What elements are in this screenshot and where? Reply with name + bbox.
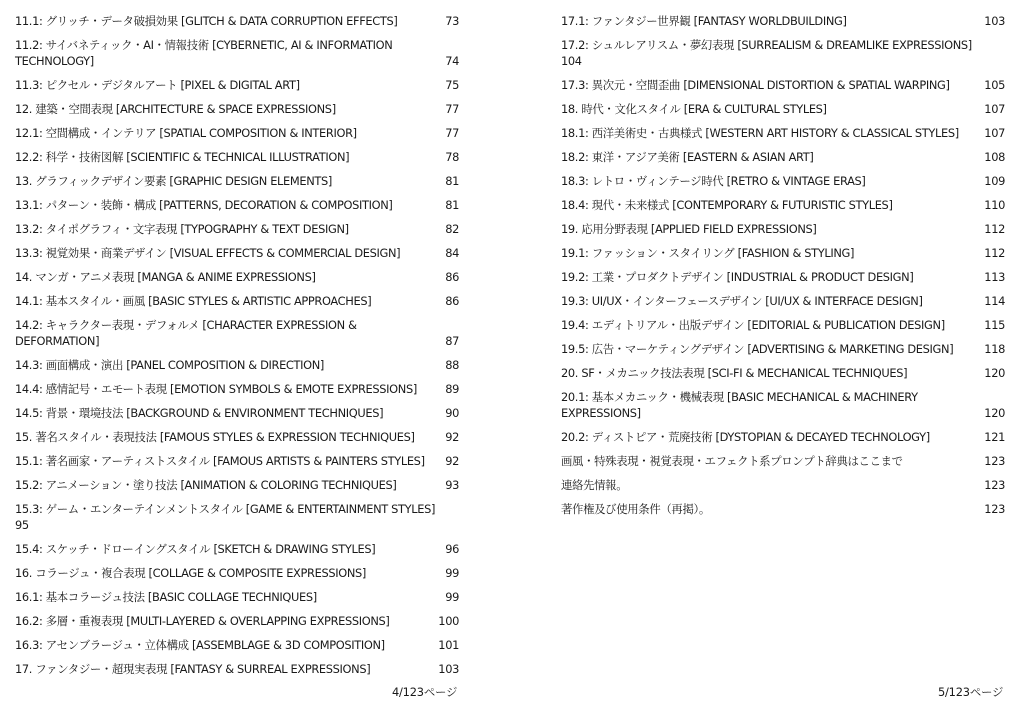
toc-entry[interactable]: [561, 73, 1005, 97]
toc-entry[interactable]: [15, 401, 459, 425]
toc-entry-title: 20. SF・メカニック技法表現 [SCI-FI & MECHANICAL TECHNIQUES]: [561, 366, 908, 380]
toc-entry-page: 113: [984, 270, 1005, 284]
toc-entry-title: 19.1: ファッション・スタイリング [FASHION & STYLING]: [561, 246, 855, 260]
toc-entry-page: 99: [445, 590, 459, 604]
toc-entry-title: 18. 時代・文化スタイル [ERA & CULTURAL STYLES]: [561, 102, 827, 116]
toc-entry[interactable]: [561, 241, 1005, 265]
toc-entry[interactable]: [15, 73, 459, 97]
toc-entry[interactable]: [561, 313, 1005, 337]
toc-entry[interactable]: [15, 633, 459, 657]
toc-entry-title: 13.2: タイポグラフィ・文字表現 [TYPOGRAPHY & TEXT DESIGN]: [15, 222, 349, 236]
toc-entry[interactable]: [561, 289, 1005, 313]
toc-entry-title: 17.2: シュルレアリスム・夢幻表現 [SURREALISM & DREAMLIKE EXPRESSIONS]: [561, 38, 972, 52]
toc-entry-title: 11.3: ピクセル・デジタルアート [PIXEL & DIGITAL ART]: [15, 78, 300, 92]
toc-entry-page: 89: [445, 382, 459, 396]
toc-entry-title: 画風・特殊表現・視覚表現・エフェクト系プロンプト辞典はここまで: [561, 454, 903, 468]
toc-entry-page: 77: [445, 126, 459, 140]
toc-entry-title: 13. グラフィックデザイン要素 [GRAPHIC DESIGN ELEMENTS]: [15, 174, 332, 188]
toc-entry-title: 17.3: 異次元・空間歪曲 [DIMENSIONAL DISTORTION & SPATIAL WARPING]: [561, 78, 950, 92]
toc-entry-page: 118: [984, 342, 1005, 356]
toc-entry-title: 18.4: 現代・未来様式 [CONTEMPORARY & FUTURISTIC STYLES]: [561, 198, 893, 212]
toc-entry-page: 82: [445, 222, 459, 236]
toc-entry[interactable]: [561, 217, 1005, 241]
toc-entry[interactable]: [15, 145, 459, 169]
toc-entry-title: 18.2: 東洋・アジア美術 [EASTERN & ASIAN ART]: [561, 150, 814, 164]
toc-entry[interactable]: [561, 425, 1005, 449]
toc-entry-title: 13.1: パターン・装飾・構成 [PATTERNS, DECORATION & COMPOSITION]: [15, 198, 393, 212]
toc-entry-page: 74: [445, 54, 459, 68]
toc-entry[interactable]: [561, 385, 1005, 425]
toc-entry-page: 88: [445, 358, 459, 372]
toc-entry-page: 78: [445, 150, 459, 164]
toc-entry-title: 12. 建築・空間表現 [ARCHITECTURE & SPACE EXPRESSIONS]: [15, 102, 336, 116]
toc-entry-page: 101: [438, 638, 459, 652]
toc-entry-page: 107: [984, 102, 1005, 116]
toc-entry-page: 95: [15, 518, 29, 532]
toc-entry-title: 16.2: 多層・重複表現 [MULTI-LAYERED & OVERLAPPING EXPRESSIONS]: [15, 614, 390, 628]
toc-entry-page: 123: [984, 454, 1005, 468]
toc-entry[interactable]: [15, 241, 459, 265]
toc-entry-page: 115: [984, 318, 1005, 332]
toc-entry-title: 12.2: 科学・技術図解 [SCIENTIFIC & TECHNICAL ILLUSTRATION]: [15, 150, 350, 164]
toc-entry-page: 92: [445, 430, 459, 444]
toc-entry-title: 16.3: アセンブラージュ・立体構成 [ASSEMBLAGE & 3D COMPOSITION]: [15, 638, 385, 652]
toc-entry-title: 14.2: キャラクター表現・デフォルメ [CHARACTER EXPRESSION & DEFORMATION]: [15, 318, 357, 348]
toc-entry[interactable]: [15, 33, 459, 73]
toc-entry[interactable]: [15, 313, 459, 353]
toc-entry-page: 73: [445, 14, 459, 28]
toc-entry[interactable]: [15, 473, 459, 497]
toc-entry-page: 81: [445, 198, 459, 212]
toc-entry-title: 連絡先情報。: [561, 478, 628, 492]
toc-entry-page: 120: [984, 406, 1005, 420]
toc-entry-page: 105: [984, 78, 1005, 92]
toc-entry-page: 87: [445, 334, 459, 348]
toc-entry-page: 75: [445, 78, 459, 92]
toc-entry[interactable]: [561, 169, 1005, 193]
toc-entry-title: 19.2: 工業・プロダクトデザイン [INDUSTRIAL & PRODUCT DESIGN]: [561, 270, 914, 284]
toc-entry-page: 109: [984, 174, 1005, 188]
toc-entry[interactable]: [15, 353, 459, 377]
toc-entry-title: 15.1: 著名画家・アーティストスタイル [FAMOUS ARTISTS & PAINTERS STYLES]: [15, 454, 425, 468]
toc-entry[interactable]: [561, 97, 1005, 121]
toc-entry-page: 121: [984, 430, 1005, 444]
page-number-right: 5/123ページ: [938, 685, 1004, 699]
toc-entry-title: 16. コラージュ・複合表現 [COLLAGE & COMPOSITE EXPRESSIONS]: [15, 566, 366, 580]
toc-entry-title: 19.4: エディトリアル・出版デザイン [EDITORIAL & PUBLICATION DESIGN]: [561, 318, 945, 332]
toc-entry[interactable]: [15, 265, 459, 289]
toc-entry[interactable]: [561, 121, 1005, 145]
toc-entry-page: 120: [984, 366, 1005, 380]
toc-entry-page: 112: [984, 246, 1005, 260]
toc-entry-title: 14.5: 背景・環境技法 [BACKGROUND & ENVIRONMENT TECHNIQUES]: [15, 406, 384, 420]
toc-entry-page: 96: [445, 542, 459, 556]
toc-entry[interactable]: [15, 217, 459, 241]
toc-entry-title: 15. 著名スタイル・表現技法 [FAMOUS STYLES & EXPRESSION TECHNIQUES]: [15, 430, 415, 444]
toc-entry-title: 18.1: 西洋美術史・古典様式 [WESTERN ART HISTORY & CLASSICAL STYLES]: [561, 126, 959, 140]
toc-entry-title: 著作権及び使用条件（再掲）。: [561, 502, 710, 516]
toc-entry-page: 84: [445, 246, 459, 260]
toc-entry[interactable]: [15, 561, 459, 585]
toc-entry-title: 11.1: グリッチ・データ破損効果 [GLITCH & DATA CORRUPTION EFFECTS]: [15, 14, 398, 28]
toc-entry-page: 93: [445, 478, 459, 492]
toc-entry-page: 103: [438, 662, 459, 676]
toc-entry-title: 19.3: UI/UX・インターフェースデザイン [UI/UX & INTERFACE DESIGN]: [561, 294, 923, 308]
toc-entry-page: 92: [445, 454, 459, 468]
toc-entry-page: 100: [438, 614, 459, 628]
toc-entry-title: 14. マンガ・アニメ表現 [MANGA & ANIME EXPRESSIONS]: [15, 270, 316, 284]
toc-entry[interactable]: [561, 473, 1005, 497]
toc-entry[interactable]: [15, 585, 459, 609]
toc-entry[interactable]: [15, 169, 459, 193]
toc-entry-title: 17.1: ファンタジー世界観 [FANTASY WORLDBUILDING]: [561, 14, 847, 28]
toc-entry-title: 15.3: ゲーム・エンターテインメントスタイル [GAME & ENTERTAINMENT STYLES]: [15, 502, 436, 516]
toc-entry[interactable]: [561, 497, 1005, 521]
toc-entry-title: 18.3: レトロ・ヴィンテージ時代 [RETRO & VINTAGE ERAS]: [561, 174, 866, 188]
toc-entry[interactable]: [15, 609, 459, 633]
page-number-left: 4/123ページ: [392, 685, 458, 699]
toc-entry[interactable]: [561, 361, 1005, 385]
toc-entry-page: 99: [445, 566, 459, 580]
toc-entry[interactable]: [561, 265, 1005, 289]
toc-entry-title: 14.1: 基本スタイル・画風 [BASIC STYLES & ARTISTIC APPROACHES]: [15, 294, 372, 308]
toc-entry-title: 20.1: 基本メカニック・機械表現 [BASIC MECHANICAL & MACHINERY EXPRESSIONS]: [561, 390, 918, 420]
toc-entry-page: 123: [984, 502, 1005, 516]
toc-entry[interactable]: [15, 425, 459, 449]
toc-entry[interactable]: [561, 9, 1005, 33]
toc-entry[interactable]: [561, 145, 1005, 169]
toc-entry-page: 104: [561, 54, 582, 68]
toc-entry[interactable]: [15, 537, 459, 561]
toc-entry[interactable]: [561, 193, 1005, 217]
toc-entry[interactable]: [15, 377, 459, 401]
toc-entry-title: 14.4: 感情記号・エモート表現 [EMOTION SYMBOLS & EMOTE EXPRESSIONS]: [15, 382, 417, 396]
toc-entry-page: 107: [984, 126, 1005, 140]
toc-entry-title: 15.2: アニメーション・塗り技法 [ANIMATION & COLORING TECHNIQUES]: [15, 478, 397, 492]
toc-column-left: [15, 9, 459, 681]
toc-entry-page: 86: [445, 270, 459, 284]
toc-entry-title: 11.2: サイバネティック・AI・情報技術 [CYBERNETIC, AI & INFORMATION TECHNOLOGY]: [15, 38, 393, 68]
toc-entry-title: 14.3: 画面構成・演出 [PANEL COMPOSITION & DIRECTION]: [15, 358, 325, 372]
toc-entry-title: 19. 応用分野表現 [APPLIED FIELD EXPRESSIONS]: [561, 222, 817, 236]
toc-entry[interactable]: [15, 449, 459, 473]
toc-entry-title: 12.1: 空間構成・インテリア [SPATIAL COMPOSITION & INTERIOR]: [15, 126, 357, 140]
toc-entry[interactable]: [15, 497, 459, 537]
toc-entry-title: 13.3: 視覚効果・商業デザイン [VISUAL EFFECTS & COMMERCIAL DESIGN]: [15, 246, 401, 260]
toc-entry-title: 15.4: スケッチ・ドローイングスタイル [SKETCH & DRAWING STYLES]: [15, 542, 376, 556]
toc-entry[interactable]: [561, 33, 1005, 73]
toc-entry-title: 16.1: 基本コラージュ技法 [BASIC COLLAGE TECHNIQUES]: [15, 590, 317, 604]
toc-entry-page: 86: [445, 294, 459, 308]
toc-entry[interactable]: [15, 9, 459, 33]
toc-entry[interactable]: [561, 449, 1005, 473]
toc-column-right: [561, 9, 1005, 521]
toc-entry-title: 20.2: ディストピア・荒廃技術 [DYSTOPIAN & DECAYED TECHNOLOGY]: [561, 430, 930, 444]
toc-entry-page: 114: [984, 294, 1005, 308]
toc-entry[interactable]: [15, 657, 459, 681]
toc-entry-page: 77: [445, 102, 459, 116]
toc-entry-page: 108: [984, 150, 1005, 164]
toc-entry[interactable]: [15, 97, 459, 121]
toc-entry-page: 81: [445, 174, 459, 188]
toc-entry[interactable]: [15, 121, 459, 145]
toc-entry-title: 19.5: 広告・マーケティングデザイン [ADVERTISING & MARKETING DESIGN]: [561, 342, 954, 356]
toc-entry-page: 90: [445, 406, 459, 420]
toc-entry-page: 103: [984, 14, 1005, 28]
toc-entry[interactable]: [15, 289, 459, 313]
toc-entry-page: 112: [984, 222, 1005, 236]
toc-entry[interactable]: [561, 337, 1005, 361]
toc-entry-title: 17. ファンタジー・超現実表現 [FANTASY & SURREAL EXPRESSIONS]: [15, 662, 371, 676]
toc-entry[interactable]: [15, 193, 459, 217]
toc-entry-page: 123: [984, 478, 1005, 492]
toc-entry-page: 110: [984, 198, 1005, 212]
